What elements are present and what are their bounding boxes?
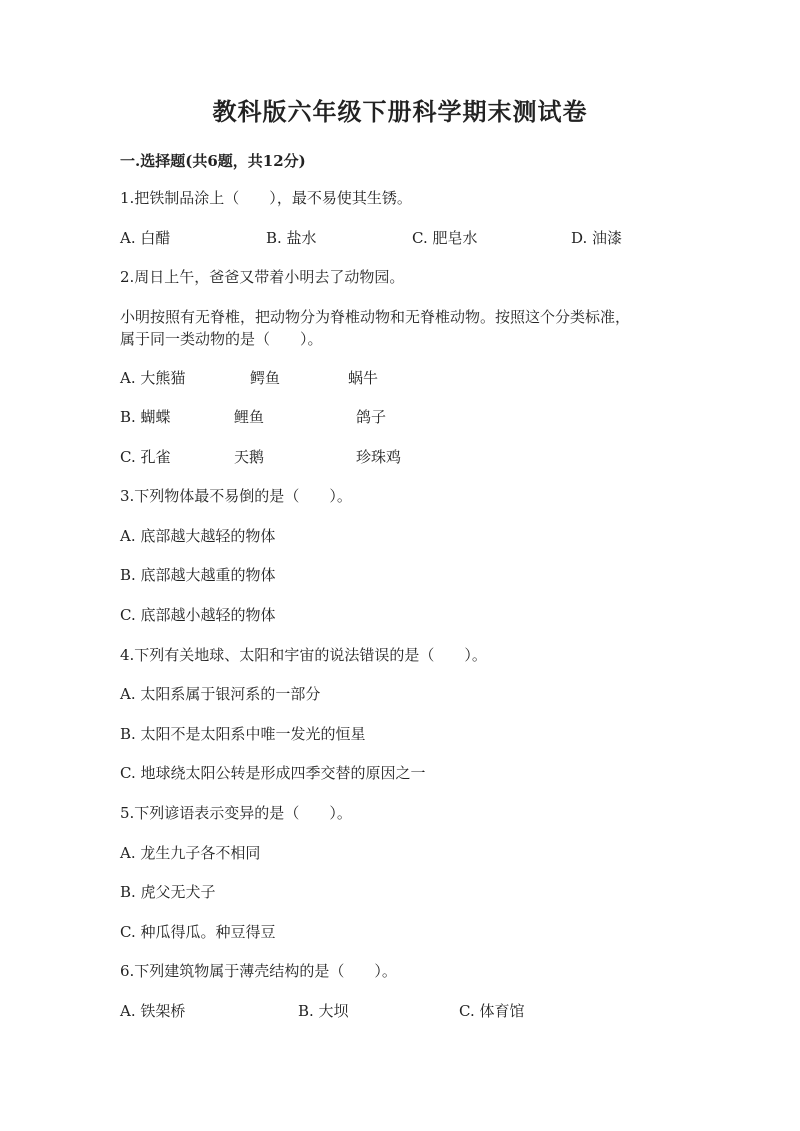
question-2-option-a-item: 蜗牛 xyxy=(348,369,379,387)
question-5-option-b: B. 虎父无犬子 xyxy=(120,883,216,901)
question-4-option-a: A. 太阳系属于银河系的一部分 xyxy=(120,685,321,703)
question-1-option-d: D. 油漆 xyxy=(571,229,623,247)
question-2-option-a: A. 大熊猫 xyxy=(120,369,186,387)
question-6-stem: 6.下列建筑物属于薄壳结构的是（ ）。 xyxy=(120,962,397,980)
question-2-option-a-item: 鳄鱼 xyxy=(250,369,281,387)
question-2-option-b-item: 鸽子 xyxy=(356,408,387,426)
question-6-option-c: C. 体育馆 xyxy=(459,1002,525,1020)
question-4-stem: 4.下列有关地球、太阳和宇宙的说法错误的是（ ）。 xyxy=(120,646,487,664)
question-3-option-c: C. 底部越小越轻的物体 xyxy=(120,606,276,624)
question-5-option-a: A. 龙生九子各不相同 xyxy=(120,844,261,862)
question-6-option-a: A. 铁架桥 xyxy=(120,1002,186,1020)
question-4-option-c: C. 地球绕太阳公转是形成四季交替的原因之一 xyxy=(120,764,426,782)
question-2-description-line-2: 属于同一类动物的是（ ）。 xyxy=(120,330,323,348)
question-4-option-b: B. 太阳不是太阳系中唯一发光的恒星 xyxy=(120,725,366,743)
question-2-option-b: B. 蝴蝶 xyxy=(120,408,171,426)
page-title: 教科版六年级下册科学期末测试卷 xyxy=(212,97,588,126)
question-6-option-b: B. 大坝 xyxy=(298,1002,349,1020)
question-5-option-c: C. 种瓜得瓜。种豆得豆 xyxy=(120,923,276,941)
question-1-stem: 1.把铁制品涂上（ ），最不易使其生锈。 xyxy=(120,189,412,207)
question-2-option-b-item: 鲤鱼 xyxy=(234,408,265,426)
question-2-stem: 2.周日上午，爸爸又带着小明去了动物园。 xyxy=(120,268,405,286)
question-2-option-c-item: 天鹅 xyxy=(234,448,265,466)
question-2-option-c-item: 珍珠鸡 xyxy=(356,448,402,466)
section-heading: 一.选择题(共6题，共12分) xyxy=(120,152,306,170)
question-2-description-line-1: 小明按照有无脊椎，把动物分为脊椎动物和无脊椎动物。按照这个分类标准， xyxy=(120,308,631,326)
question-3-option-a: A. 底部越大越轻的物体 xyxy=(120,527,276,545)
question-2-option-c: C. 孔雀 xyxy=(120,448,171,466)
question-1-option-a: A. 白醋 xyxy=(120,229,171,247)
question-1-option-c: C. 肥皂水 xyxy=(412,229,478,247)
question-5-stem: 5.下列谚语表示变异的是（ ）。 xyxy=(120,804,352,822)
question-1-option-b: B. 盐水 xyxy=(266,229,317,247)
question-3-option-b: B. 底部越大越重的物体 xyxy=(120,566,276,584)
question-3-stem: 3.下列物体最不易倒的是（ ）。 xyxy=(120,487,352,505)
